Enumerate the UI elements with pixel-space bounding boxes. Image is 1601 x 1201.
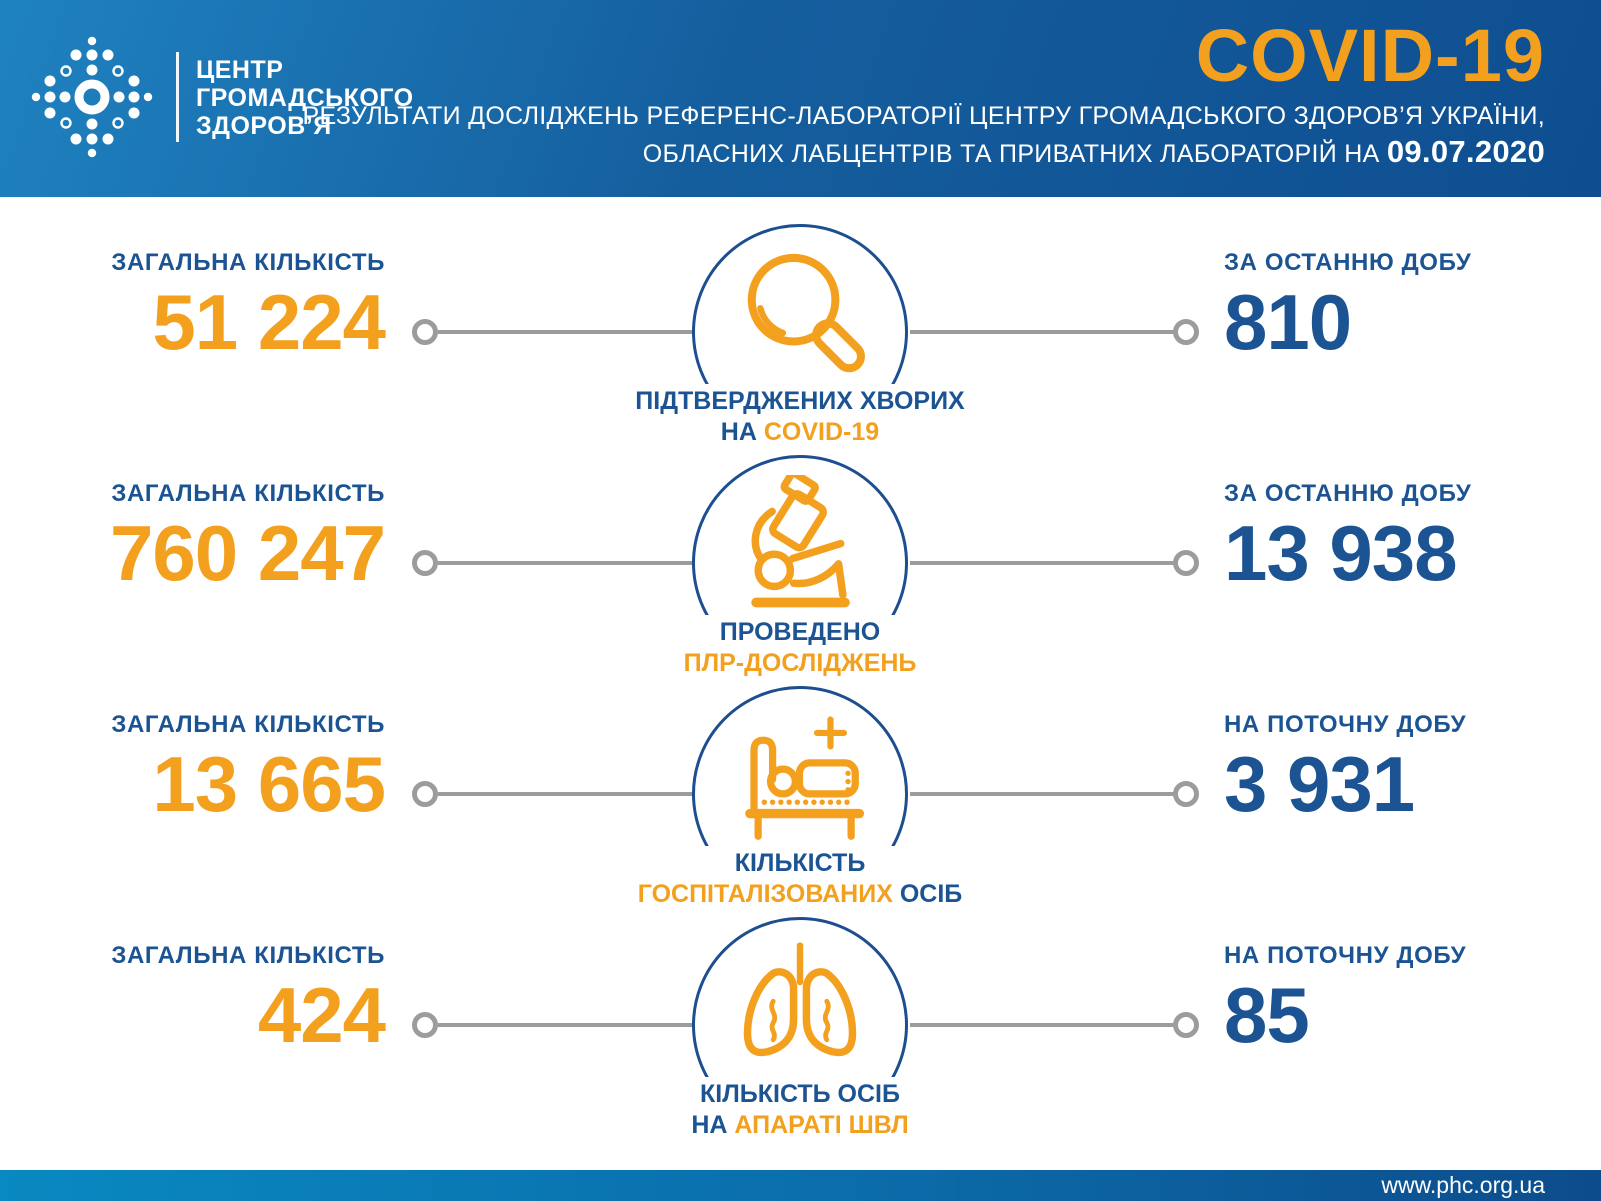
total-value: 424 [257,971,385,1059]
icon-badge [635,224,965,446]
connector-line-left [438,561,694,565]
daily-label: НА ПОТОЧНУ ДОБУ [1224,942,1467,969]
website-url: www.phc.org.ua [1381,1172,1545,1198]
connector-dot-left [412,781,438,807]
total-stat [110,480,385,597]
stat-row-pcr-tests [0,441,1601,677]
icon-badge [683,455,917,677]
connector-dot-right [1173,1012,1199,1038]
total-value: 760 247 [110,509,385,597]
stats [0,210,1601,1139]
daily-stat [1224,711,1467,828]
magnifier-icon [725,244,875,394]
subtitle-line2 [302,134,1545,169]
stat-row-hospitalized [0,672,1601,908]
daily-stat [1224,249,1472,366]
total-stat [111,942,385,1059]
total-value: 51 224 [152,278,385,366]
caption-line2: НА COVID-19 [720,418,880,446]
total-label: ЗАГАЛЬНА КІЛЬКІСТЬ [111,942,385,969]
org-name-line: ЗДОРОВ’Я [196,112,332,140]
caption-line2: НА АПАРАТІ ШВЛ [691,1111,909,1139]
org-name-line: ЦЕНТР [196,56,284,84]
daily-label: ЗА ОСТАННЮ ДОБУ [1224,480,1472,507]
microscope-icon [725,475,875,625]
connector-dot-left [412,319,438,345]
logo-separator [176,52,179,142]
caption-line1: ПРОВЕДЕНО [719,618,881,646]
daily-stat [1224,480,1472,597]
daily-label: НА ПОТОЧНУ ДОБУ [1224,711,1467,738]
footer [0,1170,1601,1201]
daily-value: 13 938 [1224,509,1457,597]
connector-line-left [438,1023,694,1027]
caption-line2: ГОСПІТАЛІЗОВАНИХ ОСІБ [637,880,963,908]
page-title: COVID-19 [1195,14,1545,97]
total-label: ЗАГАЛЬНА КІЛЬКІСТЬ [111,249,385,276]
caption-line1: КІЛЬКІСТЬ ОСІБ [700,1080,900,1108]
connector-line-right [910,792,1175,796]
connector-line-right [910,1023,1175,1027]
stat-row-ventilator [0,903,1601,1139]
connector-line-right [910,561,1175,565]
total-label: ЗАГАЛЬНА КІЛЬКІСТЬ [111,711,385,738]
connector-line-right [910,330,1175,334]
phc-logo-icon [25,30,159,164]
caption-line1: ПІДТВЕРДЖЕНИХ ХВОРИХ [635,387,965,415]
org-name-line: ГРОМАДСЬКОГО [196,84,414,112]
icon-badge [691,917,909,1139]
daily-stat [1224,942,1467,1059]
subtitle-line2-text: ОБЛАСНИХ ЛАБЦЕНТРІВ ТА ПРИВАТНИХ ЛАБОРАТОРІЙ НА [642,140,1387,168]
daily-value: 85 [1224,971,1309,1059]
connector-dot-right [1173,319,1199,345]
report-date: 09.07.2020 [1386,134,1545,169]
total-label: ЗАГАЛЬНА КІЛЬКІСТЬ [111,480,385,507]
daily-value: 3 931 [1224,740,1415,828]
subtitle-line1: РЕЗУЛЬТАТИ ДОСЛІДЖЕНЬ РЕФЕРЕНС-ЛАБОРАТОРІЇ ЦЕНТРУ ГРОМАДСЬКОГО ЗДОРОВ’Я УКРАЇНИ, [302,102,1545,130]
caption-line1: КІЛЬКІСТЬ [734,849,866,877]
caption-line2: ПЛР-ДОСЛІДЖЕНЬ [683,649,917,677]
daily-label: ЗА ОСТАННЮ ДОБУ [1224,249,1472,276]
total-value: 13 665 [152,740,385,828]
daily-value: 810 [1224,278,1352,366]
header [0,0,1601,197]
connector-dot-left [412,1012,438,1038]
connector-dot-right [1173,550,1199,576]
connector-dot-left [412,550,438,576]
connector-dot-right [1173,781,1199,807]
connector-line-left [438,330,694,334]
stat-caption [679,1077,920,1143]
connector-line-left [438,792,694,796]
total-stat [111,249,385,366]
lungs-icon [725,937,875,1087]
stat-row-confirmed [0,210,1601,446]
hospital-bed-icon [723,711,878,851]
icon-badge [637,686,963,908]
total-stat [111,711,385,828]
